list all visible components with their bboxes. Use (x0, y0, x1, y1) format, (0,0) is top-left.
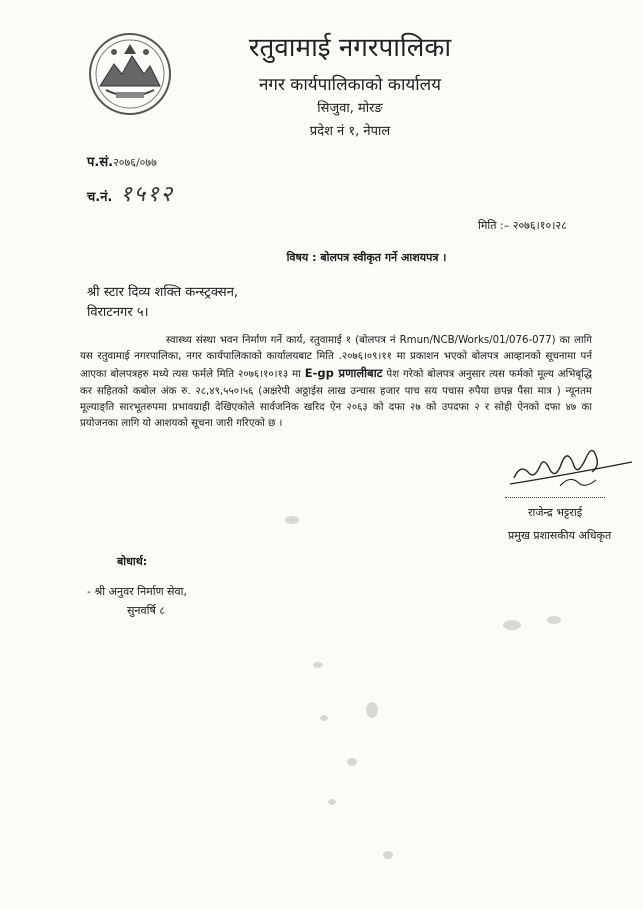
reference-number (87, 152, 157, 170)
letter-date: मिति :– २०७६।१०।२८ (478, 219, 567, 232)
office-name: नगर कार्यपालिकाको कार्यालय (258, 75, 442, 95)
province-line: प्रदेश नं १, नेपाल (309, 124, 391, 139)
cn-value: १५१२ (120, 182, 175, 207)
body-part1: स्वास्थ्य संस्था भवन निर्माण गर्ने कार्य, रतुवामाई १ (बोलपत्र नं Rmun/NCB/Works/01/076-077) का लागि यस रतुवामाई नगरपालिका, नगर कार्यपालिकाको कार्यालयबाट मिति .२०७६।०९।११ मा प्रकाशन भएको बोलपत्र आव्हानको सूचनामा पर्न आएका बोलपत्रहरु मध्ये त्यस फर्मले मिति २०७६।१०।१३ मा (80, 335, 592, 381)
cc-line1: - श्री अनुवर निर्माण सेवा, (87, 585, 187, 598)
government-emblem (86, 30, 174, 118)
body-part2: पेश गरेको बोलपत्र अनुसार त्यस फर्मको मूल्य अभिबृद्धि कर सहितको कबोल अंक रु. २८,४९,५५०।५६ (अक्षरेपी अठ्ठाईस लाख उन्चास हजार पाच सय पचास रुपैया छपन्न पैसा मात्र ) न्यूनतम मूल्याङ्ति सारभूतरुपमा प्रभावग्राही देखिएकोले सार्वजनिक खरिद ऐन २०६३ को दफा २७ को उपदफा २ र सोही ऐनको दफा ४७ का प्रयोजनका लागि यो आशयको सूचना जारी गरिएको छ । (80, 369, 592, 430)
cc-recipient (87, 582, 187, 620)
office-address: सिजुवा, मोरङ (317, 101, 383, 116)
cc-line2: सुनवर्षि ८ (127, 604, 166, 617)
cn-label: च.नं. (87, 190, 113, 205)
ps-label: प.सं. (87, 155, 114, 170)
letter-body (80, 333, 592, 432)
signer-title: प्रमुख प्रशासकीय अधिकृत (508, 529, 612, 542)
signature-mark (500, 436, 636, 492)
recipient-name: श्री स्टार दिव्य शक्ति कन्स्ट्रक्सन, (87, 285, 239, 300)
egp-text: E-gp प्रणालीबाट (304, 366, 383, 381)
cc-label: बोधार्थ: (117, 555, 148, 568)
letter-subject: विषय : बोलपत्र स्वीकृत गर्ने आशयपत्र । (286, 251, 447, 264)
recipient-block (87, 283, 238, 323)
dispatch-number (87, 178, 174, 208)
organization-name: रतुवामाई नगरपालिका (248, 33, 452, 63)
ps-value: २०७६/०७७ (113, 156, 157, 169)
signer-name: राजेन्द्र भट्टराई (528, 506, 583, 519)
signature-line (505, 497, 605, 498)
recipient-address: विराटनगर ५। (87, 305, 149, 320)
